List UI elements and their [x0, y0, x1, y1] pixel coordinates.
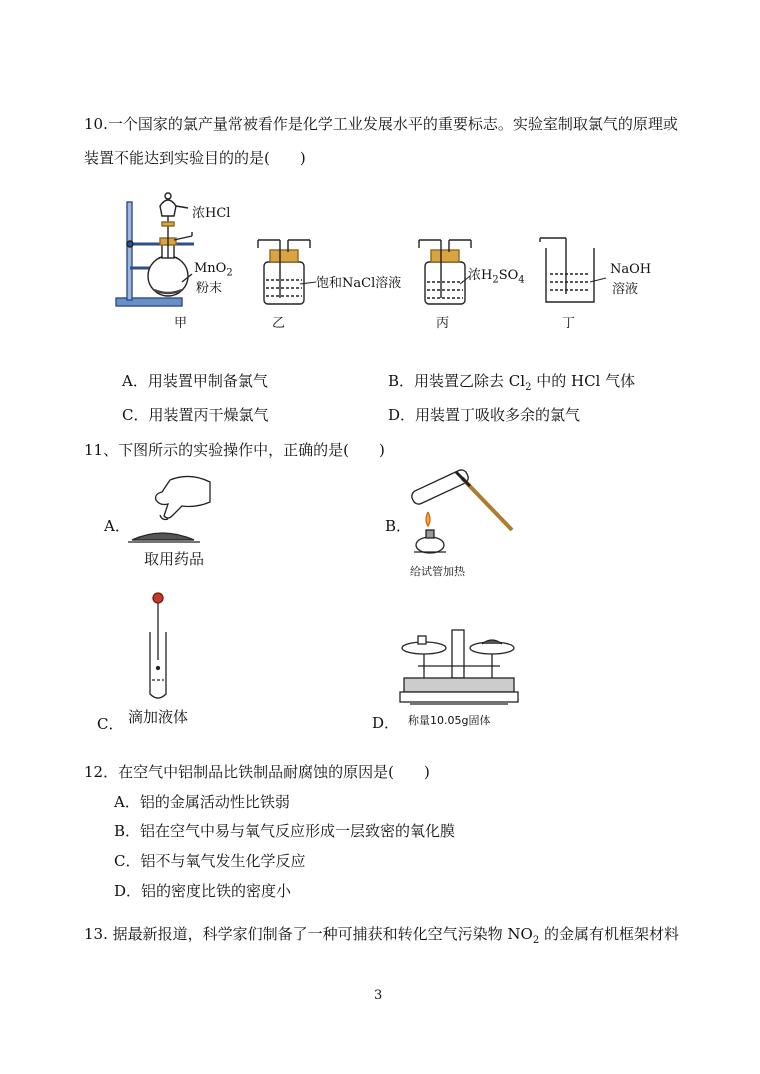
q11-option-b-caption: 给试管加热: [410, 565, 465, 578]
apparatus-name-yi: 乙: [272, 316, 286, 331]
label-saturated-nacl: 饱和NaCl溶液: [316, 276, 402, 291]
q13-stem: 13. 据最新报道，科学家们制备了一种可捕获和转化空气污染物 $NO_2$ 的金属有机框架材料: [84, 925, 679, 946]
q11-option-a-caption: 取用药品: [144, 550, 205, 568]
q12-option-d: D．铝的密度比铁的密度小: [114, 882, 292, 900]
apparatus-name-ding: 丁: [562, 316, 576, 331]
label-naoh: NaOH: [610, 262, 652, 277]
page-number: 3: [374, 988, 383, 1003]
apparatus-name-bing: 丙: [436, 316, 450, 331]
q11-option-d-caption: 称量10.05g固体: [408, 714, 491, 727]
figure-balance-scale: [400, 630, 518, 704]
q10-stem-line1: 10.一个国家的氯产量常被看作是化学工业发展水平的重要标志。实验室制取氯气的原理或: [84, 115, 678, 133]
q11-stem: 11、下图所示的实验操作中，正确的是( ): [84, 441, 385, 459]
label-concentrated-h2so4: 浓$H_2SO_4$: [468, 268, 525, 286]
q12-stem: 12．在空气中铝制品比铁制品耐腐蚀的原因是( ): [84, 763, 430, 781]
q11-option-c-caption: 滴加液体: [128, 708, 189, 726]
q11-option-a-letter: A．: [104, 517, 130, 535]
label-solution: 溶液: [612, 282, 639, 297]
q12-option-a: A．铝的金属活动性比铁弱: [114, 793, 290, 811]
q10-option-b: B．用装置乙除去 $Cl_2$ 中的 HCl 气体: [388, 372, 636, 393]
apparatus-name-jia: 甲: [174, 316, 188, 331]
figure-dropper-adding-liquid: [150, 593, 166, 698]
q10-option-d: D．用装置丁吸收多余的氯气: [388, 406, 581, 424]
q12-option-b: B．铝在空气中易与氧气反应形成一层致密的氧化膜: [114, 822, 456, 840]
q12-option-c: C．铝不与氧气发生化学反应: [114, 852, 306, 870]
label-powder: 粉末: [196, 281, 223, 296]
label-concentrated-hcl: 浓HCl: [192, 206, 231, 221]
q11-option-d-letter: D．: [372, 714, 400, 732]
q11-option-b-letter: B．: [385, 517, 412, 535]
q10-stem-line2: 装置不能达到实验目的的是( ): [84, 149, 306, 167]
figure-hand-taking-chemicals: [128, 476, 210, 542]
q11-option-c-letter: C．: [97, 715, 124, 733]
q10-option-c: C．用装置丙干燥氯气: [122, 406, 269, 424]
figure-heating-test-tube: [410, 468, 512, 553]
q10-option-a: A．用装置甲制备氯气: [122, 372, 268, 390]
label-mno2: MnO$_2$: [194, 261, 233, 279]
